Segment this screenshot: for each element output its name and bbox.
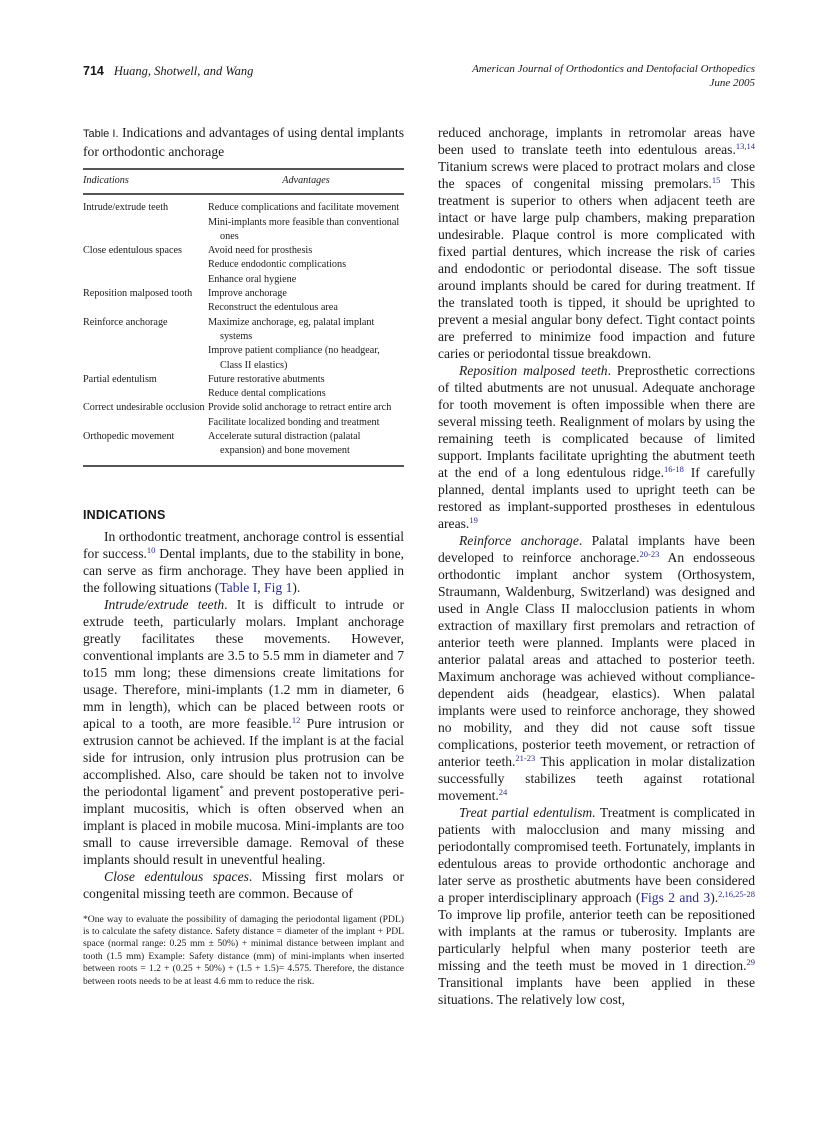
paragraph-text: . Palatal implants have been developed to reinforce anchorage. — [438, 533, 755, 565]
indication-cell: Close edentulous spaces — [83, 245, 183, 257]
column-header-indications: Indications — [83, 169, 208, 194]
citation[interactable]: 24 — [498, 787, 508, 797]
column-header-advantages: Advantages — [208, 169, 404, 194]
paragraph-text: Pure intrusion or extrusion cannot be achieved. If the implant is at the facial side for intrusion, only intrusion plus protrusion can be accomplished. Also, care should be taken not to involve the periodontal ligament — [83, 715, 404, 799]
paragraph-text: Treatment is complicated in patients with malocclusion and many missing and periodontally compromised teeth. Fortunately, implants in edentulous areas to provide orthodontic anchorage and later serve as prosthetic abutments have been considered a proper interdisciplinary approach ( — [438, 805, 755, 905]
table-link[interactable]: Table I — [219, 579, 258, 595]
subsection-title: Intrude/extrude teeth — [104, 596, 225, 612]
right-column — [438, 124, 755, 1008]
citation[interactable]: 15 — [711, 175, 721, 185]
advantage-item: Future restorative abutments — [208, 373, 325, 385]
footnote: *One way to evaluate the possibility of damaging the periodontal ligament (PDL) is to calculate the safety distance. Safety distance = diameter of the implant + PDL space (normal range: 0.25 mm ± 50%) + minimal distance between implant and tooth (1.5 mm) Example: Safety distance (mm) of mini-implants when inserted between roots = 1.2 + (0.25 + 50%) + (1.5 + 1.5)= 4.575. Therefore, the distance between roots needs to be at least 4.6 mm to reduce the risk. — [83, 913, 404, 987]
subsection-title: Reinforce anchorage — [459, 533, 579, 548]
advantage-item: Maximize anchorage, eg, palatal implant systems — [208, 316, 375, 342]
advantage-item: Provide solid anchorage to retract entire arch — [208, 402, 392, 414]
paragraph-text: An endosseous orthodontic implant anchor system (Orthosystem, Straumann, Waldenburg, Switzerland) was designed and used in Angle Class II malocclusion patients in whom extraction of maxillary first premolars and retraction of anterior teeth were planned. Implants were placed in anterior palatal areas and attached to posterior teeth. Maximum anchorage was achieved without compliance-dependent aids (headgear, elastics). When palatal implants were used to reinforce anchorage, they showed no mobility, and they did not cause soft tissue complications, posterior teeth movement, or retraction of anterior teeth. — [438, 550, 755, 769]
advantage-item: Facilitate localized bonding and treatment — [208, 416, 380, 428]
indication-cell: Reinforce anchorage — [83, 316, 168, 328]
table-row — [83, 373, 404, 402]
reposition-paragraph — [438, 362, 755, 532]
paragraph-text: ). — [292, 579, 301, 595]
paragraph-text: , — [257, 579, 265, 595]
advantage-item: Enhance oral hygiene — [208, 273, 297, 285]
paragraph-text: . It is difficult to intrude or extrude teeth, particularly molars. Implant anchorage greatly facilitates these movements. However, conventional implants are 3.5 to 5.5 mm in diameter and 7 to15 mm long; these dimensions create limitations for usage. Therefore, mini-implants (1.2 mm in diameter, 6 mm in length), which can be placed between roots or apical to a tooth, are more feasible. — [83, 596, 405, 731]
subsection-title: Treat partial edentulism. — [459, 805, 596, 820]
indication-cell: Orthopedic movement — [83, 431, 175, 443]
partial-paragraph — [438, 804, 755, 1008]
table-row — [83, 194, 404, 244]
citation[interactable]: 29 — [746, 957, 755, 967]
citation[interactable]: 19 — [469, 515, 478, 525]
paragraph-text: In orthodontic treatment, anchorage control is essential for success. — [83, 528, 404, 561]
advantage-item: Accelerate sutural distraction (palatal expansion) and bone movement — [208, 431, 361, 457]
subsection-title: Reposition malposed teeth — [459, 363, 608, 378]
paragraph-text: This application in molar distalization successfully stabilizes teeth against rotational movement. — [438, 754, 755, 803]
advantage-item: Mini-implants more feasible than conventional ones — [208, 216, 400, 242]
paragraph-text: To improve lip profile, anterior teeth can be repositioned with implants at the ramus or tuberosity. Implants are particularly helpful when many posterior teeth are missing and the teeth must be moved in 1 direction. — [438, 907, 755, 973]
paragraph-text: and prevent postoperative peri-implant mucositis, which is often observed when an implant is placed in mobile mucosa. Mini-implants are too small to cause irreversible damage. Removal of these implants should result in uneventful healing. — [83, 783, 404, 867]
table-row — [83, 316, 404, 373]
citation[interactable]: 12 — [291, 714, 301, 725]
running-authors: Huang, Shotwell, and Wang — [113, 64, 254, 78]
advantage-item: Reduce endodontic complications — [208, 259, 347, 271]
issue-date: June 2005 — [709, 77, 755, 89]
advantage-item: Reduce dental complications — [208, 388, 326, 400]
section-heading: INDICATIONS — [83, 507, 166, 522]
advantage-item: Reduce complications and facilitate movement — [208, 202, 400, 214]
table-caption — [83, 124, 404, 160]
paragraph-text: If carefully planned, dental implants used to upright teeth can be restored as implant-supported prostheses in edentulous areas. — [438, 465, 755, 531]
table-label: Table I. — [83, 128, 119, 140]
paragraph-text: Titanium screws were placed to protract molars and close the spaces of congenital missing premolars. — [438, 159, 755, 191]
advantage-item: Avoid need for prosthesis — [208, 245, 313, 257]
close-paragraph — [83, 868, 404, 902]
page-number: 714 — [83, 64, 104, 78]
paragraph-text: ). — [710, 890, 719, 905]
paragraph-text: This treatment is superior to others when adjacent teeth are intact or have large pulp chambers, making preparation undesirable. Plaque control is more complicated with fixed partial dentures, which increase the risk of caries and endodontic or periodontal disease. The soft tissue around implants should be cared for during treatment. If the translated tooth is tipped, it should be uprighted to prevent a mesial angular bony defect. Tight contact points are preferred to minimize food impaction and future caries or periodontal tissue breakdown. — [438, 176, 755, 361]
figure-link[interactable]: Fig 1 — [264, 579, 293, 595]
intro-paragraph — [83, 528, 404, 596]
paragraph-text: . Missing first molars or congenital missing teeth are common. Because of — [83, 868, 404, 901]
advantage-item: Reconstruct the edentulous area — [208, 302, 338, 314]
citation[interactable]: 2,16,25-28 — [718, 889, 756, 899]
table-row — [83, 430, 404, 466]
intrude-paragraph — [83, 596, 404, 868]
table-row — [83, 244, 404, 287]
table-row — [83, 401, 404, 430]
citation[interactable]: 21-23 — [515, 753, 536, 763]
table-row — [83, 287, 404, 316]
paragraph-text: . Preprosthetic corrections of tilted abutments are not unusual. Adequate anchorage for tooth movement is often impossible when there are several missing teeth. Realignment of molars by using the remaining teeth is complicated because of limited support. Implants facilitate uprighting the abutment teeth at the end of a long edentulous ridge. — [438, 363, 755, 480]
citation[interactable]: 20-23 — [639, 549, 660, 559]
indication-cell: Intrude/extrude teeth — [83, 202, 169, 214]
paragraph-text: Dental implants, due to the stability in bone, can serve as firm anchorage. They have been applied in the following situations ( — [83, 545, 405, 595]
citation[interactable]: 10 — [146, 544, 156, 555]
figure-link[interactable]: Figs 2 and 3 — [640, 890, 711, 905]
footnote-marker[interactable]: * — [219, 782, 224, 793]
indication-cell: Partial edentulism — [83, 373, 157, 385]
reinforce-paragraph — [438, 532, 755, 804]
close-paragraph-continued — [438, 124, 755, 362]
citation[interactable]: 16-18 — [664, 464, 684, 474]
left-column — [83, 124, 404, 988]
paragraph-text: Transitional implants have been applied in these situations. The relatively low cost, — [438, 975, 755, 1007]
page-header — [83, 62, 755, 89]
table-caption-text: Indications and advantages of using dental implants for orthodontic anchorage — [83, 125, 404, 159]
paragraph-text: reduced anchorage, implants in retromolar areas have been used to translate teeth into edentulous areas. — [438, 125, 755, 157]
advantage-item: Improve anchorage — [208, 288, 287, 300]
citation[interactable]: 13,14 — [735, 141, 755, 151]
advantage-item: Improve patient compliance (no headgear, Class II elastics) — [208, 345, 380, 371]
journal-title: American Journal of Orthodontics and Dentofacial Orthopedics — [472, 63, 755, 75]
indications-table — [83, 168, 404, 467]
subsection-title: Close edentulous spaces — [104, 868, 249, 884]
indication-cell: Correct undesirable occlusion — [83, 402, 205, 414]
journal-info — [472, 62, 755, 90]
indication-cell: Reposition malposed tooth — [83, 288, 193, 300]
